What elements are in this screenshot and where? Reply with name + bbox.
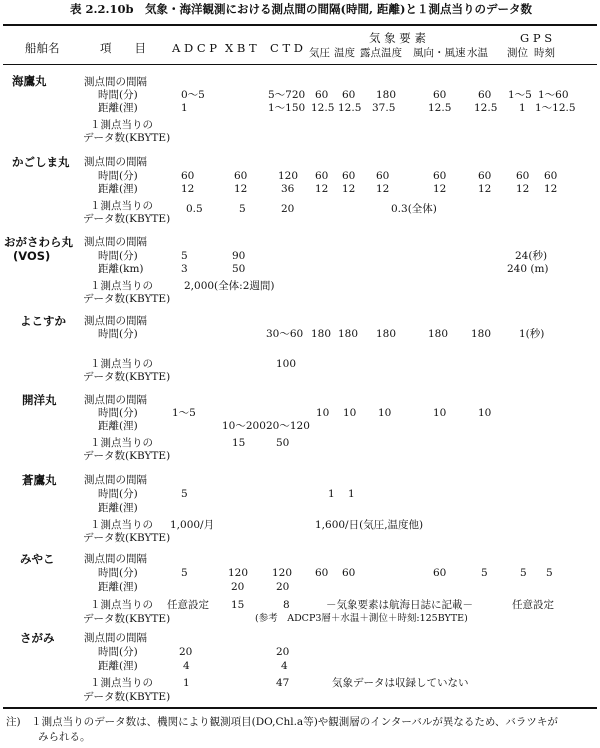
value: 10～200 xyxy=(222,420,266,432)
label-time: 時間(分) xyxy=(98,567,138,579)
value: 5 xyxy=(520,567,527,579)
label-dist: 距離(浬) xyxy=(98,420,138,432)
label-per2: データ数(KBYTE) xyxy=(83,213,171,225)
value: 5 xyxy=(181,567,188,579)
value: 240 (m) xyxy=(507,263,549,275)
ship-name-yokosuka: よこすか xyxy=(20,314,66,328)
value: 12.5 xyxy=(474,102,498,114)
value: 10 xyxy=(478,407,492,419)
value: 47 xyxy=(276,677,290,689)
value: 10 xyxy=(316,407,330,419)
value: 50 xyxy=(232,263,246,275)
header-met-water: 水温 xyxy=(467,47,488,59)
value: 1 xyxy=(328,488,335,500)
header-met-dew: 露点温度 xyxy=(360,47,402,59)
label-per2: データ数(KBYTE) xyxy=(83,293,171,305)
value: 60 xyxy=(234,170,248,182)
label-per1: １測点当りの xyxy=(90,677,153,689)
ship-name-miyako: みやこ xyxy=(20,552,55,566)
ship-name-kagoshima: かごしま丸 xyxy=(12,155,70,169)
label-time: 時間(分) xyxy=(98,328,138,340)
header-rule xyxy=(3,64,597,65)
label-dist: 距離(浬) xyxy=(98,502,138,514)
value: 20～120 xyxy=(266,420,310,432)
value: 15 xyxy=(231,599,245,611)
value: 1～12.5 xyxy=(535,102,576,114)
value: 30～60 xyxy=(266,328,304,340)
value: 10 xyxy=(343,407,357,419)
header-ship-name: 船舶名 xyxy=(25,41,60,55)
value: 12.5 xyxy=(338,102,362,114)
value: 1(秒) xyxy=(519,328,545,340)
label-time: 時間(分) xyxy=(98,646,138,658)
label-per2: データ数(KBYTE) xyxy=(83,613,171,625)
label-per1: １測点当りの xyxy=(90,599,153,611)
label-per2: データ数(KBYTE) xyxy=(83,691,171,703)
ship-name-ogasawara: おがさわら丸 xyxy=(4,235,73,249)
value: 気象データは収録していない xyxy=(332,677,469,689)
value: 1,600/日(気圧,温度他) xyxy=(315,519,424,531)
value: 2,000(全体:2週間) xyxy=(184,280,275,292)
value: 60 xyxy=(433,89,447,101)
header-gps-time: 時刻 xyxy=(534,47,555,59)
label-interval: 測点間の間隔 xyxy=(84,394,147,406)
value: 60 xyxy=(181,170,195,182)
label-per2: データ数(KBYTE) xyxy=(83,450,171,462)
header-ctd: C T D xyxy=(270,41,304,55)
table-title: 表 2.2.10b 気象・海洋観測における測点間の間隔(時間, 距離)と１測点当りのデータ数 xyxy=(70,2,532,16)
footnote-line2: みられる。 xyxy=(38,731,91,743)
label-time: 時間(分) xyxy=(98,89,138,101)
label-interval: 測点間の間隔 xyxy=(84,156,147,168)
header-gps: G P S xyxy=(520,31,553,45)
ship-name-soyo: 蒼鷹丸 xyxy=(22,473,57,487)
value: 4 xyxy=(281,660,288,672)
value: 5～720 xyxy=(268,89,306,101)
value: 8 xyxy=(283,599,290,611)
ship-name-kaiyo: 海鷹丸 xyxy=(12,74,47,88)
value: 5 xyxy=(181,250,188,262)
label-per2: データ数(KBYTE) xyxy=(83,371,171,383)
label-interval: 測点間の間隔 xyxy=(84,236,147,248)
value: 1～5 xyxy=(172,407,196,419)
value: 0～5 xyxy=(181,89,205,101)
value: 1 xyxy=(181,102,188,114)
value: －気象要素は航海日誌に記載－ xyxy=(326,599,473,611)
value: 10 xyxy=(433,407,447,419)
label-time: 時間(分) xyxy=(98,488,138,500)
value: 4 xyxy=(183,660,190,672)
value: 60 xyxy=(478,170,492,182)
value: 5 xyxy=(481,567,488,579)
value: 60 xyxy=(315,567,329,579)
header-met-temp: 温度 xyxy=(334,47,355,59)
header-xbt: X B T xyxy=(225,41,257,55)
label-per1: １測点当りの xyxy=(90,280,153,292)
value: 180 xyxy=(428,328,449,340)
value: 60 xyxy=(478,89,492,101)
value: 60 xyxy=(516,170,530,182)
value: 1,000/月 xyxy=(170,519,215,531)
value: 任意設定 xyxy=(167,599,209,611)
value: 37.5 xyxy=(372,102,396,114)
label-dist: 距離(浬) xyxy=(98,660,138,672)
label-dist: 距離(浬) xyxy=(98,102,138,114)
value: 60 xyxy=(342,89,356,101)
value: 20 xyxy=(231,581,245,593)
value: 60 xyxy=(544,170,558,182)
value: 120 xyxy=(228,567,249,579)
value: 0.3(全体) xyxy=(391,203,437,215)
label-per1: １測点当りの xyxy=(90,437,153,449)
label-interval: 測点間の間隔 xyxy=(84,632,147,644)
value: 1～150 xyxy=(268,102,306,114)
value: 1～5 xyxy=(508,89,532,101)
ship-name-sagami: さがみ xyxy=(20,631,55,645)
value: 180 xyxy=(311,328,332,340)
value: 100 xyxy=(276,358,297,370)
value: 20 xyxy=(276,646,290,658)
value: 12 xyxy=(342,183,356,195)
value: 12 xyxy=(376,183,390,195)
ship-name-kaiyo2: 開洋丸 xyxy=(22,393,57,407)
value: 任意設定 xyxy=(512,599,554,611)
value: 60 xyxy=(342,567,356,579)
value: 12 xyxy=(433,183,447,195)
value: 1～60 xyxy=(538,89,569,101)
label-dist: 距離(浬) xyxy=(98,581,138,593)
value: 5 xyxy=(181,488,188,500)
value: 60 xyxy=(342,170,356,182)
label-interval: 測点間の間隔 xyxy=(84,76,147,88)
label-time: 時間(分) xyxy=(98,250,138,262)
footnote-line1: 注) １測点当りのデータ数は、機関により観測項目(DO,Chl.a等)や観測層のインターバルが異なるため、バラツキが xyxy=(6,716,558,728)
value: 12 xyxy=(516,183,530,195)
value: 20 xyxy=(281,203,295,215)
value: 3 xyxy=(181,263,188,275)
label-interval: 測点間の間隔 xyxy=(84,553,147,565)
label-time: 時間(分) xyxy=(98,407,138,419)
value: 60 xyxy=(315,89,329,101)
value: 12.5 xyxy=(428,102,452,114)
value: 20 xyxy=(276,581,290,593)
value: 180 xyxy=(471,328,492,340)
value: 10 xyxy=(378,407,392,419)
value: 12 xyxy=(234,183,248,195)
header-met-wind: 風向・風速 xyxy=(413,47,466,59)
label-dist: 距離(浬) xyxy=(98,183,138,195)
value: 12 xyxy=(315,183,329,195)
value: 120 xyxy=(272,567,293,579)
value: 180 xyxy=(376,89,397,101)
value: 20 xyxy=(179,646,193,658)
value: 12 xyxy=(544,183,558,195)
value: 15 xyxy=(232,437,246,449)
label-per2: データ数(KBYTE) xyxy=(83,132,171,144)
label-dist-km: 距離(km) xyxy=(98,263,144,275)
value: 1 xyxy=(519,102,526,114)
label-per2: データ数(KBYTE) xyxy=(83,532,171,544)
label-interval: 測点間の間隔 xyxy=(84,315,147,327)
bottom-rule xyxy=(3,707,597,709)
value: 180 xyxy=(338,328,359,340)
label-per1: １測点当りの xyxy=(90,200,153,212)
value: 5 xyxy=(546,567,553,579)
label-per1: １測点当りの xyxy=(90,358,153,370)
value: 60 xyxy=(315,170,329,182)
label-per1: １測点当りの xyxy=(90,119,153,131)
label-time: 時間(分) xyxy=(98,170,138,182)
label-per1: １測点当りの xyxy=(90,519,153,531)
value: 12 xyxy=(181,183,195,195)
value: 1 xyxy=(348,488,355,500)
ship-name-ogasawara-vos: (VOS) xyxy=(13,249,51,263)
value: 180 xyxy=(376,328,397,340)
value: 1 xyxy=(183,677,190,689)
value: 120 xyxy=(278,170,299,182)
value: 50 xyxy=(276,437,290,449)
value: 60 xyxy=(433,567,447,579)
header-met: 気 象 要 素 xyxy=(369,31,426,45)
value: 60 xyxy=(376,170,390,182)
value: 12.5 xyxy=(311,102,335,114)
value: (参考 ADCP3層＋水温＋測位＋時刻:125BYTE) xyxy=(255,613,468,624)
header-item: 項 目 xyxy=(100,41,146,55)
value: 60 xyxy=(433,170,447,182)
header-met-press: 気圧 xyxy=(309,47,330,59)
top-rule xyxy=(3,24,597,26)
value: 24(秒) xyxy=(515,250,548,262)
header-adcp: A D C P xyxy=(172,41,218,55)
value: 12 xyxy=(478,183,492,195)
value: 5 xyxy=(239,203,246,215)
value: 90 xyxy=(232,250,246,262)
header-gps-pos: 測位 xyxy=(507,47,528,59)
value: 0.5 xyxy=(186,203,203,215)
value: 36 xyxy=(281,183,295,195)
label-interval: 測点間の間隔 xyxy=(84,474,147,486)
